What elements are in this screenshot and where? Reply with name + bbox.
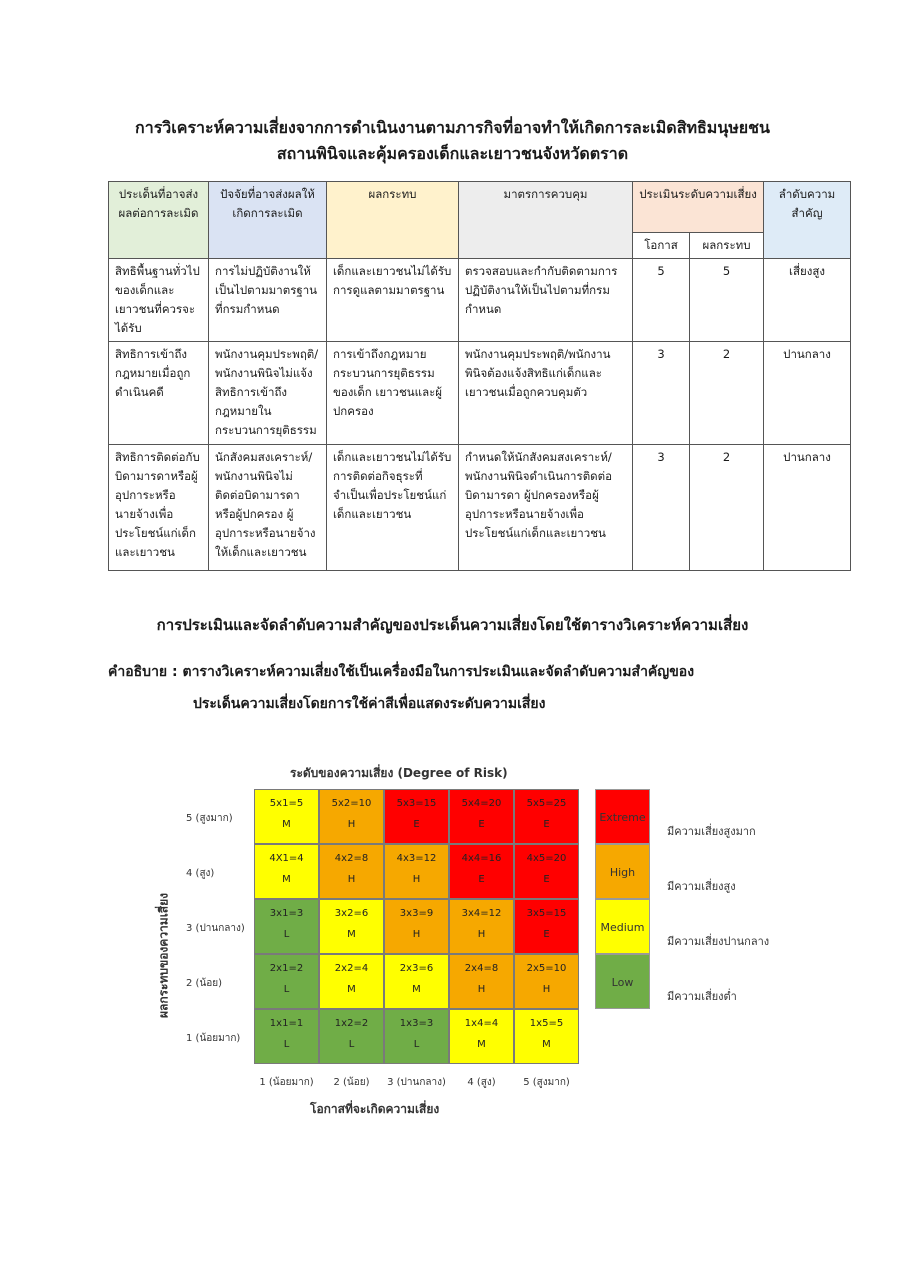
matrix-cell-score: 4x4=16 — [461, 853, 502, 864]
matrix-cell-score: 5x2=10 — [331, 798, 372, 809]
table-row — [109, 445, 851, 571]
legend-swatch: Extreme — [595, 789, 650, 844]
matrix-cell — [384, 1009, 449, 1064]
matrix-cell-score: 1x2=2 — [334, 1018, 369, 1029]
matrix-cell-level: H — [347, 874, 356, 885]
legend-description: มีความเสี่ยงสูง — [667, 880, 736, 893]
matrix-cell-level: E — [543, 819, 550, 830]
cell-impact: เด็กและเยาวชนไม่ได้รับการติดต่อกิจธุระที่จำเป็นเพื่อประโยชน์แก่เด็กและเยาวชน — [327, 445, 459, 571]
matrix-cell-score: 2x2=4 — [334, 963, 369, 974]
cell-issue: สิทธิพื้นฐานทั่วไปของเด็กและเยาวชนที่ควรจะได้รับ — [109, 259, 209, 342]
legend-description: มีความเสี่ยงสูงมาก — [667, 825, 756, 838]
matrix-cell-level: M — [347, 984, 356, 995]
matrix-title: ระดับของความเสี่ยง (Degree of Risk) — [290, 766, 508, 780]
cell-effect: 2 — [690, 445, 764, 571]
cell-rank: เสี่ยงสูง — [764, 259, 851, 342]
matrix-cell — [319, 899, 384, 954]
matrix-cell-level: M — [282, 819, 291, 830]
matrix-cell — [319, 954, 384, 1009]
matrix-cell — [319, 789, 384, 844]
description-line1: คำอธิบาย : ตารางวิเคราะห์ความเสี่ยงใช้เป็นเครื่องมือในการประเมินและจัดลำดับความสำคัญของ — [108, 664, 695, 680]
header-assess: ประเมินระดับความเสี่ยง — [633, 182, 764, 233]
matrix-cell-level: H — [477, 929, 486, 940]
matrix-cell — [384, 954, 449, 1009]
matrix-cell-level: E — [478, 819, 485, 830]
matrix-cell — [254, 844, 319, 899]
matrix-col-label: 5 (สูงมาก) — [523, 1077, 570, 1088]
risk-matrix — [254, 789, 580, 1067]
matrix-cell-level: L — [348, 1039, 355, 1050]
matrix-cell-level: L — [283, 1039, 290, 1050]
x-axis-label: โอกาสที่จะเกิดความเสี่ยง — [310, 1102, 440, 1116]
cell-measure: กำหนดให้นักสังคมสงเคราะห์/พนักงานพินิจดำเนินการติดต่อบิดามารดา ผู้ปกครองหรือผู้อุปการะหรือนายจ้างเพื่อประโยชน์แก่เด็กและเยาวชน — [459, 445, 633, 571]
header-rank: ลำดับความสำคัญ — [764, 182, 851, 259]
header-effect: ผลกระทบ — [690, 233, 764, 259]
document-title-line1: การวิเคราะห์ความเสี่ยงจากการดำเนินงานตามภารกิจที่อาจทำให้เกิดการละเมิดสิทธิมนุษยชน — [135, 118, 770, 137]
matrix-col-label: 1 (น้อยมาก) — [259, 1077, 314, 1088]
matrix-cell-score: 4X1=4 — [269, 853, 304, 864]
matrix-cell — [384, 844, 449, 899]
matrix-cell — [384, 899, 449, 954]
matrix-cell-level: E — [478, 874, 485, 885]
cell-impact: เด็กและเยาวชนไม่ได้รับการดูแลตามมาตรฐาน — [327, 259, 459, 342]
cell-factor: การไม่ปฏิบัติงานให้เป็นไปตามมาตรฐานที่กรมกำหนด — [209, 259, 327, 342]
matrix-cell — [449, 844, 514, 899]
matrix-cell-level: E — [543, 874, 550, 885]
matrix-cell-score: 4x5=20 — [526, 853, 567, 864]
matrix-cell — [514, 899, 579, 954]
matrix-cell-level: L — [283, 984, 290, 995]
cell-effect: 5 — [690, 259, 764, 342]
cell-issue: สิทธิการติดต่อกับบิดามารดาหรือผู้อุปการะหรือนายจ้างเพื่อประโยชน์แก่เด็กและเยาวชน — [109, 445, 209, 571]
matrix-col-label: 3 (ปานกลาง) — [387, 1077, 446, 1088]
matrix-cell-score: 3x3=9 — [399, 908, 434, 919]
matrix-cell-level: M — [542, 1039, 551, 1050]
cell-factor: พนักงานคุมประพฤติ/พนักงานพินิจไม่แจ้งสิทธิการเข้าถึงกฎหมายในกระบวนการยุติธรรม — [209, 342, 327, 445]
matrix-cell — [254, 899, 319, 954]
cell-rank: ปานกลาง — [764, 445, 851, 571]
y-axis-label: ผลกระทบของความเสี่ยง — [156, 892, 171, 1019]
header-issue: ประเด็นที่อาจส่งผลต่อการละเมิด — [109, 182, 209, 259]
matrix-cell-score: 5x1=5 — [269, 798, 304, 809]
matrix-cell-level: H — [542, 984, 551, 995]
matrix-cell-score: 3x2=6 — [334, 908, 369, 919]
cell-measure: พนักงานคุมประพฤติ/พนักงานพินิจต้องแจ้งสิทธิแก่เด็กและเยาวชนเมื่อถูกควบคุมตัว — [459, 342, 633, 445]
matrix-cell-score: 3x1=3 — [269, 908, 304, 919]
document-title-line2: สถานพินิจและคุ้มครองเด็กและเยาวชนจังหวัดตราด — [276, 144, 629, 163]
matrix-cell-level: M — [347, 929, 356, 940]
matrix-cell-level: H — [347, 819, 356, 830]
matrix-row-label: 4 (สูง) — [186, 868, 215, 879]
matrix-col-label: 4 (สูง) — [467, 1077, 496, 1088]
description-line2: ประเด็นความเสี่ยงโดยการใช้ค่าสีเพื่อแสดงระดับความเสี่ยง — [193, 696, 546, 712]
matrix-cell — [514, 1009, 579, 1064]
legend-description: มีความเสี่ยงปานกลาง — [667, 935, 770, 948]
matrix-cell — [319, 1009, 384, 1064]
cell-issue: สิทธิการเข้าถึงกฎหมายเมื่อถูกดำเนินคดี — [109, 342, 209, 445]
section-heading: การประเมินและจัดลำดับความสำคัญของประเด็นความเสี่ยงโดยใช้ตารางวิเคราะห์ความเสี่ยง — [156, 616, 749, 634]
cell-chance: 3 — [633, 445, 690, 571]
cell-factor: นักสังคมสงเคราะห์/พนักงานพินิจไม่ติดต่อบิดามารดาหรือผู้ปกครอง ผู้อุปการะหรือนายจ้างให้เด็กและเยาวชน — [209, 445, 327, 571]
risk-analysis-table — [108, 181, 851, 571]
matrix-cell — [254, 789, 319, 844]
matrix-cell-score: 1x4=4 — [464, 1018, 499, 1029]
matrix-cell-level: L — [283, 929, 290, 940]
matrix-cell — [449, 899, 514, 954]
matrix-cell — [514, 789, 579, 844]
matrix-cell-score: 5x3=15 — [396, 798, 437, 809]
matrix-cell-level: M — [282, 874, 291, 885]
matrix-cell — [514, 954, 579, 1009]
cell-chance: 5 — [633, 259, 690, 342]
cell-measure: ตรวจสอบและกำกับติดตามการปฏิบัติงานให้เป็นไปตามที่กรมกำหนด — [459, 259, 633, 342]
cell-effect: 2 — [690, 342, 764, 445]
matrix-row-label: 5 (สูงมาก) — [186, 813, 233, 824]
table-row — [109, 259, 851, 342]
matrix-cell — [319, 844, 384, 899]
matrix-col-label: 2 (น้อย) — [333, 1077, 370, 1088]
legend-description: มีความเสี่ยงต่ำ — [667, 990, 737, 1003]
matrix-cell-level: H — [412, 929, 421, 940]
matrix-cell-score: 2x3=6 — [399, 963, 434, 974]
header-factor: ปัจจัยที่อาจส่งผลให้เกิดการละเมิด — [209, 182, 327, 259]
matrix-cell-level: E — [543, 929, 550, 940]
matrix-cell-score: 2x5=10 — [526, 963, 567, 974]
cell-impact: การเข้าถึงกฎหมายกระบวนการยุติธรรมของเด็ก เยาวชนและผู้ปกครอง — [327, 342, 459, 445]
header-measure: มาตรการควบคุม — [459, 182, 633, 259]
matrix-cell-score: 2x4=8 — [464, 963, 499, 974]
matrix-row-label: 3 (ปานกลาง) — [186, 923, 245, 934]
matrix-row-label: 2 (น้อย) — [186, 978, 223, 989]
matrix-cell-score: 3x4=12 — [461, 908, 502, 919]
matrix-cell-score: 2x1=2 — [269, 963, 304, 974]
matrix-cell-level: E — [413, 819, 420, 830]
cell-chance: 3 — [633, 342, 690, 445]
matrix-cell — [254, 954, 319, 1009]
legend-swatch: High — [595, 844, 650, 899]
matrix-cell-score: 3x5=15 — [526, 908, 567, 919]
matrix-cell-score: 1x5=5 — [529, 1018, 564, 1029]
matrix-cell — [449, 789, 514, 844]
matrix-cell-score: 4x2=8 — [334, 853, 369, 864]
matrix-cell-level: M — [412, 984, 421, 995]
matrix-cell-score: 5x4=20 — [461, 798, 502, 809]
matrix-cell-level: L — [413, 1039, 420, 1050]
matrix-cell-level: M — [477, 1039, 486, 1050]
matrix-cell-score: 4x3=12 — [396, 853, 437, 864]
matrix-cell-score: 5x5=25 — [526, 798, 567, 809]
matrix-cell — [514, 844, 579, 899]
header-impact: ผลกระทบ — [327, 182, 459, 259]
matrix-cell-level: H — [477, 984, 486, 995]
legend-swatch: Low — [595, 954, 650, 1009]
matrix-cell — [384, 789, 449, 844]
cell-rank: ปานกลาง — [764, 342, 851, 445]
legend-swatch: Medium — [595, 899, 650, 954]
matrix-cell-score: 1x3=3 — [399, 1018, 434, 1029]
matrix-cell — [449, 954, 514, 1009]
matrix-cell — [254, 1009, 319, 1064]
matrix-cell-level: H — [412, 874, 421, 885]
matrix-cell-score: 1x1=1 — [269, 1018, 304, 1029]
matrix-row-label: 1 (น้อยมาก) — [186, 1033, 241, 1044]
table-row — [109, 342, 851, 445]
header-chance: โอกาส — [633, 233, 690, 259]
matrix-cell — [449, 1009, 514, 1064]
